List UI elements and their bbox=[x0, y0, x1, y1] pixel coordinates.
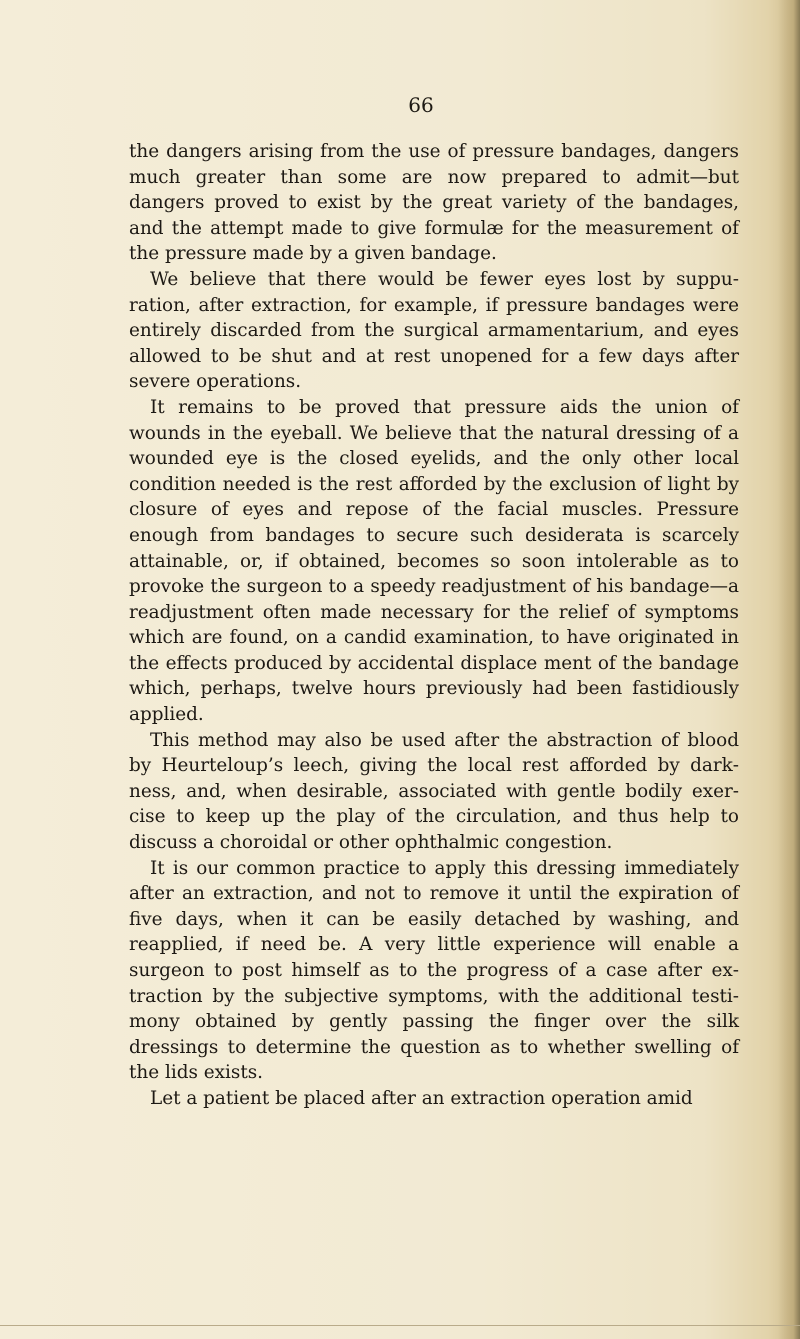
paragraph-2: We believe that there would be fewer eyes lost by suppu ration, after extraction, for example, if pressure bandages were entirely discarded from the surgical armamentarium, and eyes allowed to be shut and at rest unopened for a few days after severe operations. bbox=[129, 268, 739, 393]
paragraph-6: Let a patient be placed after an extraction operation amid bbox=[150, 1087, 693, 1109]
paragraph-3: It remains to be proved that pressure aids the union of wounds in the eyeball. We believe that the natural dressing of a wounded eye is the closed eyelids, and the only other local condition needed is the rest afforded by the exclusion of light by closure of eyes and repose of the facial muscles. Pressure enough from bandages to secure such desiderata is scarcely attainable, or, if obtained, becomes so soon intolerable as to provoke the surgeon to a speedy readjustment of his bandage—a readjustment often made necessary for the relief of symptoms which are found, on a candid examination, to have originated in the effects produced by accidental displace ment of the bandage which, perhaps, twelve hours previously had been fastidiously applied. bbox=[129, 396, 739, 726]
paragraph-1: the dangers arising from the use of pressure bandages, dangers much greater than some are now prepared to admit—but dangers proved to exist by the great variety of the bandages, and the attempt made to give formulæ for the measurement of the pressure made by a given bandage. bbox=[129, 141, 739, 265]
paragraph-4: This method may also be used after the abstraction of blood by Heurteloup’s leech, giving the local rest afforded by dark ness, and, when desirable, associated with gentle bodily exer cise to keep up the play of the circulation, and thus help to discuss a choroidal or other ophthalmic congestion. bbox=[129, 729, 739, 854]
page-bottom-rule bbox=[0, 1325, 800, 1326]
page-edge-shadow bbox=[778, 0, 800, 1339]
body-text bbox=[129, 139, 739, 1112]
page-number: 66 bbox=[408, 93, 434, 117]
paragraph-5: It is our common practice to apply this dressing immediately after an extraction, and not to remove it until the expiration of five days, when it can be easily detached by washing, and reapplied, if need be. A very little experience will enable a surgeon to post himself as to the progress of a case after ex traction by the subjective symptoms, with the additional testi mony obtained by gently passing the finger over the silk dressings to determine the question as to whether swelling of the lids exists. bbox=[129, 857, 739, 1084]
